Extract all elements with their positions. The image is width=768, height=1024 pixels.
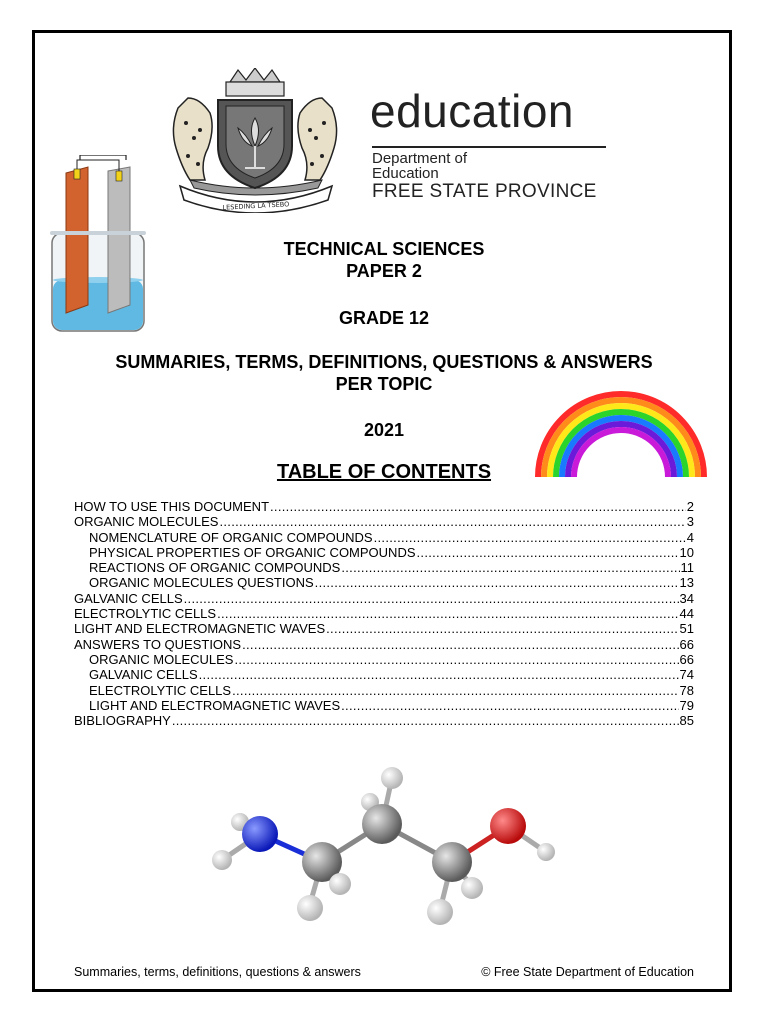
summary-title: [34, 351, 734, 395]
summary-line-2: PER TOPIC: [335, 374, 433, 394]
year-title: 2021: [363, 420, 405, 440]
toc-entry[interactable]: [74, 545, 694, 560]
toc-entry-page: 11: [680, 560, 694, 576]
education-wordmark: education: [370, 85, 574, 137]
wordmark-rule: [372, 146, 606, 148]
toc-entry[interactable]: [74, 591, 694, 606]
toc-entry[interactable]: [74, 560, 694, 575]
toc-leader: [242, 637, 678, 652]
toc-entry-title: PHYSICAL PROPERTIES OF ORGANIC COMPOUNDS: [89, 544, 416, 560]
toc-entry-title: BIBLIOGRAPHY: [74, 713, 171, 729]
toc-entry-page: 85: [679, 713, 694, 729]
free-state-coat-of-arms: [160, 68, 350, 213]
footer-right-text: © Free State Department of Education: [481, 965, 694, 979]
toc-leader: [232, 683, 678, 698]
toc-entry-title: ANSWERS TO QUESTIONS: [74, 636, 242, 652]
toc-entry-title: ELECTROLYTIC CELLS: [74, 606, 217, 622]
toc-entry-page: 44: [679, 606, 694, 622]
hydrogen-atom: [212, 850, 232, 870]
toc-entry[interactable]: [74, 514, 694, 529]
toc-leader: [234, 652, 678, 667]
carbon-atom: [362, 804, 402, 844]
toc-entry[interactable]: [74, 606, 694, 621]
toc-entry-title: HOW TO USE THIS DOCUMENT: [74, 499, 270, 514]
toc-entry-page: 34: [679, 590, 694, 606]
footer-left-text: Summaries, terms, definitions, questions & answers: [74, 965, 361, 979]
hydrogen-atom: [461, 877, 483, 899]
toc-entry-title: LIGHT AND ELECTROMAGNETIC WAVES: [74, 621, 326, 637]
hydrogen-atom: [537, 843, 555, 861]
toc-entry-page: 2: [686, 499, 694, 514]
subject-line-2: PAPER 2: [346, 261, 422, 281]
toc-leader: [199, 667, 679, 682]
hydrogen-atom: [329, 873, 351, 895]
toc-entry-title: ORGANIC MOLECULES: [89, 651, 234, 667]
toc-leader: [184, 591, 679, 606]
toc-entry-page: 79: [679, 697, 694, 713]
toc-entry-page: 66: [679, 636, 694, 652]
crest-motto: LESEDING LA TSEBO: [222, 200, 290, 212]
toc-leader: [172, 713, 679, 728]
toc-entry-page: 13: [679, 575, 694, 591]
toc-entry-title: ORGANIC MOLECULES QUESTIONS: [89, 575, 314, 591]
department-line-2: Education: [372, 165, 439, 182]
toc-leader: [270, 499, 686, 514]
toc-heading: TABLE OF CONTENTS: [276, 461, 492, 483]
toc-entry-page: 51: [679, 621, 694, 637]
toc-leader: [315, 575, 679, 590]
toc-entry-page: 10: [679, 544, 694, 560]
nitrogen-atom: [242, 816, 278, 852]
toc-entry-title: LIGHT AND ELECTROMAGNETIC WAVES: [89, 697, 341, 713]
subject-line-1: TECHNICAL SCIENCES: [283, 239, 485, 259]
toc-entry[interactable]: [74, 652, 694, 667]
toc-leader: [341, 698, 678, 713]
toc-entry-page: 3: [686, 514, 694, 530]
toc-entry[interactable]: [74, 575, 694, 590]
toc-entry[interactable]: [74, 713, 694, 728]
toc-entry[interactable]: [74, 530, 694, 545]
summary-line-1: SUMMARIES, TERMS, DEFINITIONS, QUESTIONS & ANSWERS: [115, 352, 653, 372]
toc-entry-page: 74: [679, 667, 694, 683]
toc-leader: [417, 545, 679, 560]
toc-entry-page: 78: [679, 682, 694, 698]
toc-entry[interactable]: [74, 667, 694, 682]
toc-entry-title: ORGANIC MOLECULES: [74, 514, 219, 530]
carbon-atom: [432, 842, 472, 882]
toc-entry-title: NOMENCLATURE OF ORGANIC COMPOUNDS: [89, 529, 373, 545]
toc-leader: [219, 514, 685, 529]
toc-entry[interactable]: [74, 683, 694, 698]
toc-entry[interactable]: [74, 621, 694, 636]
table-of-contents: [74, 499, 694, 728]
hydrogen-atom: [297, 895, 323, 921]
grade-title: GRADE 12: [338, 308, 430, 328]
hydrogen-atom: [427, 899, 453, 925]
toc-entry-title: GALVANIC CELLS: [74, 590, 183, 606]
hydrogen-atom: [381, 767, 403, 789]
toc-entry[interactable]: [74, 499, 694, 514]
subject-title: [34, 238, 734, 282]
department-line-1: Department of: [372, 150, 468, 167]
toc-entry[interactable]: [74, 637, 694, 652]
toc-leader: [374, 530, 686, 545]
molecule-illustration: [200, 762, 570, 942]
toc-leader: [326, 621, 678, 636]
toc-entry-page: 4: [686, 529, 694, 545]
toc-entry-title: GALVANIC CELLS: [89, 667, 198, 683]
toc-entry-title: REACTIONS OF ORGANIC COMPOUNDS: [89, 560, 341, 576]
toc-leader: [217, 606, 678, 621]
toc-entry-page: 66: [679, 651, 694, 667]
toc-leader: [341, 560, 679, 575]
province-name: FREE STATE PROVINCE: [372, 181, 597, 202]
toc-entry-title: ELECTROLYTIC CELLS: [89, 682, 232, 698]
toc-entry[interactable]: [74, 698, 694, 713]
oxygen-atom: [490, 808, 526, 844]
